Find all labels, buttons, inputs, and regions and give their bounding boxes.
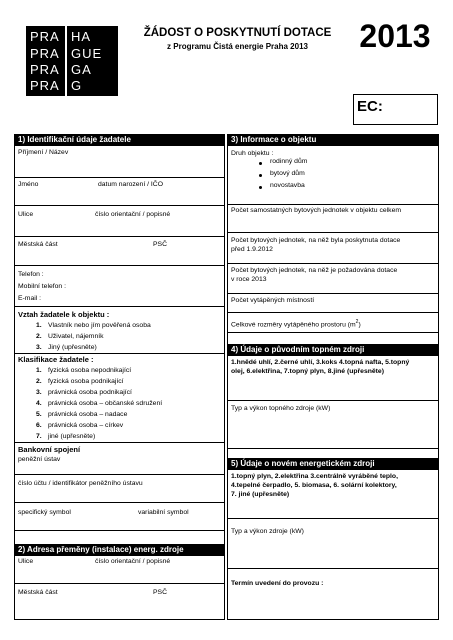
ec-box[interactable] <box>353 94 438 125</box>
house-number-label: číslo orientační / popisné <box>95 211 171 218</box>
divider <box>14 205 225 206</box>
building-type-label: Druh objektu : <box>231 150 274 157</box>
section-5-header: 5) Údaje o novém energetickém zdroji <box>227 458 439 470</box>
logo-text-left: PRA <box>30 46 60 61</box>
logo-row <box>26 78 118 93</box>
bullet-icon <box>259 186 262 189</box>
class-option[interactable]: právnická osoba – nadace <box>48 411 128 418</box>
divider <box>227 312 439 313</box>
divider <box>227 293 439 294</box>
zip-label: PSČ <box>153 241 167 248</box>
flats-count-label: Počet samostatných bytových jednotek v objektu celkem <box>231 207 402 214</box>
old-source-options: 1.hnědé uhlí, 2.černé uhlí, 3.koks 4.topná nafta, 5.topný <box>231 359 410 366</box>
logo-row <box>26 46 118 61</box>
install-district-label: Městská část <box>18 589 58 596</box>
account-label: číslo účtu / identifikátor peněžního ústavu <box>18 480 143 487</box>
bank-title: Bankovní spojení <box>18 445 81 454</box>
class-option[interactable]: fyzická osoba podnikající <box>48 378 124 385</box>
bank-label: peněžní ústav <box>18 456 61 463</box>
relation-option[interactable]: Jiný (upřesněte) <box>48 344 97 351</box>
class-num: 7. <box>36 433 42 440</box>
divider <box>227 332 439 333</box>
relation-num: 2. <box>36 333 42 340</box>
classification-title: Klasifikace žadatele : <box>18 355 94 364</box>
relation-option[interactable]: Uživatel, nájemník <box>48 333 104 340</box>
new-source-options: 7. jiné (upřesněte) <box>231 491 290 498</box>
street-label: Ulice <box>18 211 34 218</box>
bullet-icon <box>259 174 262 177</box>
divider <box>227 568 439 569</box>
class-option[interactable]: právnická osoba – občanské sdružení <box>48 400 163 407</box>
install-street-label: Ulice <box>18 558 34 565</box>
logo-text-left: PRA <box>30 78 60 93</box>
class-option[interactable]: právnická osoba – církev <box>48 422 124 429</box>
divider <box>14 177 225 178</box>
birth-date-label: datum narození / IČO <box>98 181 163 188</box>
divider <box>14 236 225 237</box>
building-type-option[interactable]: rodinný dům <box>270 158 308 165</box>
divider <box>227 232 439 233</box>
heated-area-label <box>231 318 361 330</box>
form-subtitle: z Programu Čistá energie Praha 2013 <box>167 42 308 51</box>
praha-logo <box>26 26 118 96</box>
new-source-power-label: Typ a výkon zdroje (kW) <box>231 528 304 535</box>
class-num: 2. <box>36 378 42 385</box>
section-2-header: 2) Adresa přeměny (instalace) energ. zdroje <box>14 544 225 556</box>
logo-text-left: PRA <box>30 29 60 44</box>
first-name-label: Jméno <box>18 181 39 188</box>
class-num: 5. <box>36 411 42 418</box>
heated-area-end: ) <box>358 321 361 329</box>
variable-symbol-label: variabilní symbol <box>138 509 189 516</box>
section-4-header: 4) Údaje o původním topném zdroji <box>227 344 439 356</box>
divider <box>14 306 225 307</box>
divider <box>227 448 439 449</box>
district-label: Městská část <box>18 241 58 248</box>
new-source-options: 4.tepelné čerpadlo, 5. biomasa, 6. solární kolektory, <box>231 482 397 489</box>
class-option[interactable]: fyzická osoba nepodnikající <box>48 367 132 374</box>
divider <box>14 502 225 503</box>
flats-2013-label: Počet bytových jednotek, na něž je požadována dotace v roce 2013 <box>231 267 398 283</box>
flats-before-label: Počet bytových jednotek, na něž byla poskytnuta dotace před 1.9.2012 <box>231 237 401 253</box>
section-1-header: 1) Identifikační údaje žadatele <box>14 134 225 146</box>
class-option[interactable]: jiné (upřesněte) <box>48 433 96 440</box>
logo-text-right: G <box>71 78 83 93</box>
specific-symbol-label: specifický symbol <box>18 509 71 516</box>
class-option[interactable]: právnická osoba podnikající <box>48 389 132 396</box>
building-type-option[interactable]: bytový dům <box>270 170 305 177</box>
heated-area-sup: 2 <box>355 319 359 325</box>
install-house-number-label: číslo orientační / popisné <box>95 558 171 565</box>
section-3-header: 3) Informace o objektu <box>227 134 439 146</box>
heated-rooms-label: Počet vytápěných místností <box>231 297 315 304</box>
logo-text-right: HA <box>71 29 92 44</box>
old-source-options: olej, 6.elektřina, 7.topný plyn, 8.jiné (upřesněte) <box>231 368 384 375</box>
logo-row <box>26 29 118 44</box>
divider <box>14 530 225 531</box>
class-num: 1. <box>36 367 42 374</box>
form-year: 2013 <box>359 18 431 54</box>
relation-option[interactable]: Vlastník nebo jím pověřená osoba <box>48 322 151 329</box>
relation-title: Vztah žadatele k objektu : <box>18 310 110 319</box>
relation-num: 3. <box>36 344 42 351</box>
divider <box>14 265 225 266</box>
logo-text-right: GUE <box>71 46 103 61</box>
class-num: 4. <box>36 400 42 407</box>
divider <box>227 204 439 205</box>
building-type-option[interactable]: novostavba <box>270 182 305 189</box>
commissioning-date-label: Termín uvedení do provozu : <box>231 580 324 587</box>
email-label: E-mail : <box>18 295 42 302</box>
surname-label: Příjmení / Název <box>18 149 69 156</box>
form-title: ŽÁDOST O POSKYTNUTÍ DOTACE <box>143 27 332 39</box>
mobile-label: Mobilní telefon : <box>18 283 66 290</box>
divider <box>227 518 439 519</box>
new-source-options: 1.topný plyn, 2.elektřina 3.centrálně vyráběné teplo, <box>231 473 398 480</box>
phone-label: Telefon : <box>18 271 44 278</box>
heated-area-text: Celkové rozměry vytápěného prostoru (m <box>231 321 356 329</box>
logo-row <box>26 62 118 77</box>
divider <box>14 353 225 354</box>
class-num: 6. <box>36 422 42 429</box>
logo-text-right: GA <box>71 62 92 77</box>
divider <box>227 400 439 401</box>
relation-num: 1. <box>36 322 42 329</box>
class-num: 3. <box>36 389 42 396</box>
divider <box>14 442 225 443</box>
divider <box>14 474 225 475</box>
divider <box>227 263 439 264</box>
divider <box>14 583 225 584</box>
logo-text-left: PRA <box>30 62 60 77</box>
old-source-power-label: Typ a výkon topného zdroje (kW) <box>231 405 331 412</box>
ec-label: EC: <box>357 98 383 115</box>
install-zip-label: PSČ <box>153 589 167 596</box>
bullet-icon <box>259 162 262 165</box>
